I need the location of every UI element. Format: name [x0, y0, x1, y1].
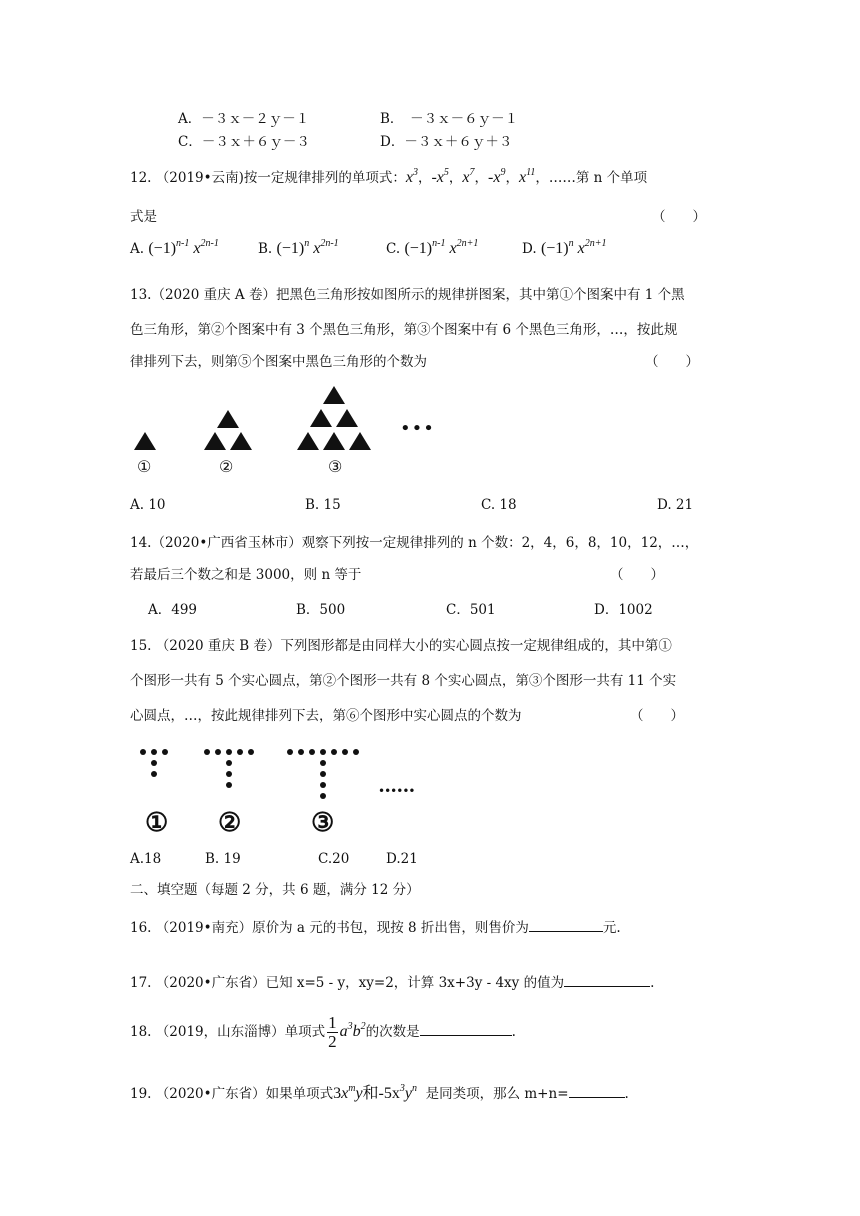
q13-option-c: C. 18: [481, 497, 517, 513]
q12-prefix: 12. （2019•云南)按一定规律排列的单项式：: [130, 170, 406, 186]
triangle: [323, 432, 345, 450]
q12-stem: 12. （2019•云南)按一定规律排列的单项式：$x^3$，$-x^5$，$x^7$，$-x^9$，$x^{11}$，……第 n 个单项: [130, 167, 648, 186]
q15-line1: 15. （2020 重庆 B 卷）下列图形都是由同样大小的实心圆点按一定规律组成的，其中第①: [130, 638, 672, 654]
q12-term-4: $-x^9$: [488, 167, 506, 186]
dot-figure-1: [140, 749, 168, 777]
q15-figure-label-3: ③: [311, 808, 335, 838]
q13-option-a: A. 10: [130, 497, 166, 513]
q13-option-b: B. 15: [305, 497, 341, 513]
q15-option-d: D.21: [386, 851, 418, 867]
triangle: [297, 432, 319, 450]
q12-term-1: $x^3$: [405, 167, 418, 186]
q12-term-2: $-x^5$: [431, 167, 449, 186]
q11-option-a: A．－３ｘ－２ｙ－１: [178, 111, 310, 127]
q13-line3: 律排列下去，则第⑤个图案中黑色三角形的个数为: [130, 354, 427, 370]
q12-option-d: D. $(-1)^n$ $x^{2n+1}$: [522, 238, 607, 257]
q13-answer-paren: （ ）: [645, 354, 699, 370]
q11-option-b: B． －３ｘ－６ｙ－１: [380, 111, 519, 127]
q12-option-c: C. $(-1)^{n-1}$ $x^{2n+1}$: [386, 238, 479, 257]
q17-blank[interactable]: [564, 986, 650, 987]
q14-line2: 若最后三个数之和是 3000，则 n 等于: [130, 567, 362, 583]
q12-option-a: A. $(-1)^{n-1}$ $x^{2n-1}$: [130, 238, 219, 257]
q14-answer-paren: （ ）: [610, 567, 664, 583]
q15-option-c: C.20: [318, 851, 350, 867]
q19-blank[interactable]: [569, 1097, 625, 1098]
q13-figure-label-3: ③: [328, 457, 343, 476]
triangle: [134, 432, 156, 450]
dot-figure-3: [287, 749, 359, 799]
q15-line2: 个图形一共有 5 个实心圆点，第②个图形一共有 8 个实心圆点，第③个图形一共有 11 个实: [130, 673, 677, 689]
q13-line1: 13.（2020 重庆 A 卷）把黑色三角形按如图所示的规律拼图案，其中第①个图案中有 1 个黑: [130, 287, 685, 303]
q13-line2: 色三角形，第②个图案中有 3 个黑色三角形，第③个图案中有 6 个黑色三角形，…，按此规: [130, 322, 678, 338]
dot-figure-2: [204, 749, 254, 788]
q15-option-a: A.18: [130, 851, 162, 867]
triangle: [204, 432, 226, 450]
q15-ellipsis: ••••••: [378, 784, 415, 798]
q18-fraction: $\frac{1}{2}$: [328, 1013, 337, 1051]
section-heading: 二、填空题（每题 2 分，共 6 题，满分 12 分）: [130, 882, 420, 898]
triangle: [217, 410, 239, 428]
q11-option-d: D．－３ｘ＋６ｙ＋３: [380, 134, 513, 150]
q18-blank[interactable]: [420, 1035, 512, 1036]
q12-option-b: B. $(-1)^n$ $x^{2n-1}$: [258, 238, 339, 257]
triangle: [230, 432, 252, 450]
q15-answer-paren: （ ）: [630, 708, 684, 724]
q12-answer-paren: （ ）: [652, 209, 706, 225]
q15-figure-label-2: ②: [218, 808, 242, 838]
q13-option-d: D. 21: [657, 497, 694, 513]
q14-option-d: D．1002: [594, 602, 653, 618]
q12-term-5: $x^{11}$: [518, 167, 536, 186]
q13-figure-label-2: ②: [219, 457, 234, 476]
triangle: [323, 386, 345, 404]
q16: 16. （2019•南充）原价为 a 元的书包，现按 8 折出售，则售价为 元.: [130, 920, 621, 936]
q17: 17. （2020•广东省）已知 x=5 - y，xy=2，计算 3x+3y - 4xy 的值为 .: [130, 975, 655, 991]
q13-figure-label-1: ①: [137, 457, 152, 476]
triangle: [349, 432, 371, 450]
q15-figure-label-1: ①: [145, 808, 169, 838]
q15-line3: 心圆点，…，按此规律排列下去，第⑥个图形中实心圆点的个数为: [130, 708, 522, 724]
q13-ellipsis: •••: [400, 418, 435, 439]
q12-term-3: $x^7$: [462, 167, 475, 186]
triangle: [310, 409, 332, 427]
q15-option-b: B. 19: [205, 851, 241, 867]
q12-suffix: ，……第 n 个单项: [535, 170, 648, 186]
triangle: [336, 409, 358, 427]
q11-option-c: C．－３ｘ＋６ｙ－３: [178, 134, 310, 150]
q18: 18. （2019，山东淄博）单项式 $\frac{1}{2}$ $a^3b^2$的次数是 .: [130, 1013, 516, 1051]
q14-option-c: C．501: [446, 602, 496, 618]
q19: 19. （2020•广东省）如果单项式$3x^my$和$-5x^3y^n$ 是同类项，那么 m+n= .: [130, 1083, 629, 1102]
q12-line2: 式是: [130, 209, 157, 225]
q14-option-a: A．499: [148, 602, 198, 618]
q14-line1: 14.（2020•广西省玉林市）观察下列按一定规律排列的 n 个数：2，4，6，8，10，12，…，: [130, 535, 699, 551]
q16-blank[interactable]: [529, 931, 603, 932]
q14-option-b: B．500: [296, 602, 346, 618]
